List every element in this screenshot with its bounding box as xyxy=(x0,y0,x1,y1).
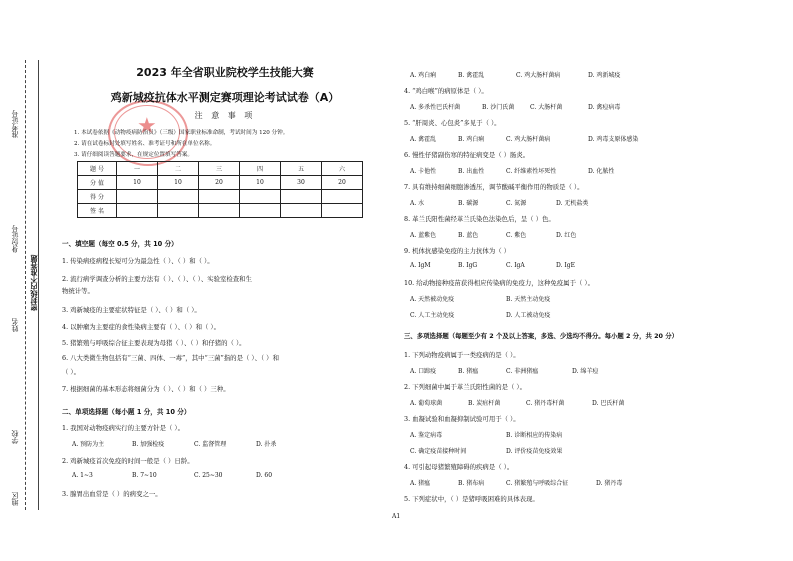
option[interactable]: B. 沙门氏菌 xyxy=(482,104,515,111)
option[interactable]: A. 猪瘟 xyxy=(410,480,431,487)
option[interactable]: C. 确定疫苗接种时间 xyxy=(410,448,467,455)
points-cell: 30 xyxy=(281,176,322,190)
single-question-5-options xyxy=(410,134,638,143)
score-header-cell: 五 xyxy=(281,162,322,176)
option[interactable]: A. 多杀性巴氏杆菌 xyxy=(410,104,461,111)
section-single-choice-heading: 二、单项选择题（每小题 1 分，共 10 分） xyxy=(62,408,191,416)
option[interactable]: A. 口蹄疫 xyxy=(410,368,437,375)
option[interactable]: D. IgE xyxy=(556,262,576,269)
single-question-9: 9. 机体抗感染免疫的主力抗体为（ ） xyxy=(404,247,511,255)
option[interactable]: D. 人工被动免疫 xyxy=(506,312,551,319)
sign-cell[interactable] xyxy=(199,204,240,218)
note-1: 1. 本试卷依据《动物疫病防治员》（三级）国家职业标准命制，考试时间为 120 分钟。 xyxy=(74,130,289,136)
option[interactable]: A. 天然被动免疫 xyxy=(410,296,455,303)
region-label: 地区 xyxy=(11,492,19,506)
fill-question-6: 6. 八大类微生物包括有“三菌、四体、一毒”，其中“三菌”指的是（ ）、（ ）和 xyxy=(62,354,279,362)
single-question-1: 1. 我国对动物疫病实行的主要方针是（ ）。 xyxy=(62,424,184,432)
points-cell: 10 xyxy=(117,176,158,190)
option[interactable]: D. 禽痘病毒 xyxy=(588,104,621,111)
option[interactable]: A. 预防为主 xyxy=(72,441,105,448)
single-question-6-options xyxy=(410,166,614,175)
points-cell: 10 xyxy=(158,176,199,190)
option[interactable]: D. 巴氏杆菌 xyxy=(592,400,625,407)
multi-question-1: 1. 下列动物疫病属于一类疫病的是（ ）。 xyxy=(404,351,520,359)
seal-notice: 密封线内不准答题 xyxy=(30,255,38,311)
section-multi-choice-heading: 三、多项选择题（每题至少有 2 个及以上答案，多选、少选均不得分。每小题 2 分，共 20 分） xyxy=(404,332,678,340)
option[interactable]: A. 鉴定病毒 xyxy=(410,432,443,439)
option[interactable]: A. 卡他性 xyxy=(410,168,437,175)
official-seal-stamp: ★ xyxy=(108,100,188,166)
multi-question-4-options xyxy=(410,478,622,487)
fill-question-5: 5. 猪繁殖与呼吸综合征主要表现为母猪（ ）、（ ）和仔猪的（ ）。 xyxy=(62,339,246,347)
score-cell[interactable] xyxy=(117,190,158,204)
option[interactable]: B. 鸡白痢 xyxy=(458,136,485,143)
option[interactable]: A. 1~3 xyxy=(72,472,93,479)
note-2: 2. 请在试卷标封处填写姓名、准考证号和所在单位名称。 xyxy=(74,141,216,147)
single-question-3: 3. 腺胃出血常是（ ）的病变之一。 xyxy=(62,490,162,498)
ticket-number-label: 准考证号 xyxy=(11,110,19,138)
single-question-8: 8. 革兰氏阳性菌经革兰氏染色法染色后，呈（ ）色。 xyxy=(404,215,555,223)
option[interactable]: D. 60 xyxy=(256,472,273,479)
name-label: 姓名 xyxy=(11,318,19,332)
exam-subtitle: 鸡新城疫抗体水平测定赛项理论考试试卷（A） xyxy=(110,91,340,104)
option[interactable]: B. 出血性 xyxy=(458,168,485,175)
exam-title: 2023 年全省职业院校学生技能大赛 xyxy=(136,66,314,79)
option[interactable]: B. 7~10 xyxy=(132,472,157,479)
single-question-2: 2. 鸡新城疫首次免疫的时间一般是（ ）日龄。 xyxy=(62,457,194,465)
score-cell[interactable] xyxy=(322,190,363,204)
option[interactable]: C. 25~30 xyxy=(194,472,223,479)
multi-question-4: 4. 可引起母猪繁殖障碍的疾病是（ ）。 xyxy=(404,463,514,471)
option[interactable]: A. 蓝紫色 xyxy=(410,232,437,239)
score-header-cell: 一 xyxy=(117,162,158,176)
score-cell[interactable] xyxy=(158,190,199,204)
score-header-cell: 题 号 xyxy=(78,162,117,176)
option[interactable]: D. 鸡毒支原体感染 xyxy=(588,136,639,143)
option[interactable]: A. 禽霍乱 xyxy=(410,136,437,143)
option[interactable]: C. 纤维素性坏死性 xyxy=(506,168,557,175)
option[interactable]: D. 绵羊痘 xyxy=(572,368,599,375)
school-label: 学校 xyxy=(11,430,19,444)
option[interactable]: C. 紫色 xyxy=(506,232,527,239)
fill-question-1: 1. 传染病疫病程长短可分为最急性（ ）、（ ）和（ ）。 xyxy=(62,257,214,265)
id-number-label: 身份证号 xyxy=(11,225,19,253)
multi-question-2-options xyxy=(410,398,624,407)
multi-question-3: 3. 血凝试验和血凝抑制试验可用于（ ）。 xyxy=(404,415,520,423)
option[interactable]: D. 鸡新城疫 xyxy=(588,72,621,79)
seal-line-outer xyxy=(25,60,26,510)
points-cell: 10 xyxy=(240,176,281,190)
option[interactable]: B. 猪布病 xyxy=(458,480,485,487)
sign-cell[interactable] xyxy=(117,204,158,218)
option[interactable]: B. 猪瘟 xyxy=(458,368,479,375)
option[interactable]: C. 大肠杆菌 xyxy=(530,104,563,111)
score-header-cell: 六 xyxy=(322,162,363,176)
option[interactable]: B. 禽霍乱 xyxy=(458,72,485,79)
single-question-8-options xyxy=(410,230,576,239)
option[interactable]: D. 猪丹毒 xyxy=(596,480,623,487)
option[interactable]: A. 葡萄球菌 xyxy=(410,400,443,407)
score-cell[interactable] xyxy=(240,190,281,204)
sign-cell[interactable] xyxy=(281,204,322,218)
score-cell[interactable] xyxy=(199,190,240,204)
option[interactable]: B. 天然主动免疫 xyxy=(506,296,551,303)
sign-cell[interactable] xyxy=(158,204,199,218)
option[interactable]: C. 人工主动免疫 xyxy=(410,312,455,319)
fill-question-2: 2. 流行病学调查分析的主要方法有（ ）、（ ）、（ ）、实验室检查和生 xyxy=(62,275,252,283)
option[interactable]: B. 诊断相应的传染病 xyxy=(506,432,563,439)
option[interactable]: C. 鸡大肠杆菌病 xyxy=(516,72,561,79)
option[interactable]: A. 鸡白痢 xyxy=(410,72,437,79)
sign-label: 签 名 xyxy=(78,204,117,218)
single-question-1-options xyxy=(72,439,276,448)
fill-question-6-cont: （ ）。 xyxy=(62,368,81,376)
fill-question-3: 3. 鸡新城疫的主要症状特征是（ ）、（ ）和（ ）。 xyxy=(62,306,201,314)
score-header-cell: 三 xyxy=(199,162,240,176)
single-question-7-options xyxy=(410,198,588,207)
option[interactable]: A. IgM xyxy=(410,262,431,269)
score-cell[interactable] xyxy=(281,190,322,204)
single-question-10: 10. 给动物接种疫苗获得相应传染病的免疫力，这种免疫属于（ ）。 xyxy=(404,279,594,287)
option[interactable]: D. 无机盐类 xyxy=(556,200,589,207)
single-question-9-options xyxy=(410,262,575,269)
option[interactable]: D. 化脓性 xyxy=(588,168,615,175)
option[interactable]: C. 猪丹毒杆菌 xyxy=(526,400,565,407)
single-question-6: 6. 慢性仔猪副伤寒的特征病变是（ ）肠炎。 xyxy=(404,151,530,159)
score-table xyxy=(77,161,363,218)
multi-question-3-options-a xyxy=(410,430,562,439)
fill-question-7: 7. 根据细菌的基本形态将细菌分为（ ）、（ ）和（ ）三种。 xyxy=(62,385,230,393)
option[interactable]: B. 加强检疫 xyxy=(132,441,165,448)
score-label: 得 分 xyxy=(78,190,117,204)
single-question-2-options xyxy=(72,472,272,479)
single-question-4-options xyxy=(410,102,620,111)
fill-question-2-cont: 物统计等。 xyxy=(62,287,94,295)
score-header-cell: 四 xyxy=(240,162,281,176)
score-header-cell: 二 xyxy=(158,162,199,176)
option[interactable]: B. IgG xyxy=(458,262,478,269)
option[interactable]: C. 鸡大肠杆菌病 xyxy=(506,136,551,143)
multi-question-3-options-b xyxy=(410,446,562,455)
single-question-5: 5. “肝周炎、心包炎”多见于（ ）。 xyxy=(404,119,501,127)
note-3: 3. 请仔细阅读答题要求，在规定位置填写答案。 xyxy=(74,152,193,158)
fill-question-4: 4. 以肿瘤为主要症的食性染病主要有（ ）、（ ）和（ ）。 xyxy=(62,323,220,331)
multi-question-1-options xyxy=(410,366,598,375)
points-cell: 20 xyxy=(199,176,240,190)
single-question-7: 7. 具有维持细菌细胞渗透压，调节酸碱平衡作用的物质是（ ）。 xyxy=(404,183,584,191)
option[interactable]: C. 监督管理 xyxy=(194,441,227,448)
single-question-3-options xyxy=(410,70,620,79)
single-question-10-options-a xyxy=(410,294,550,303)
section-fill-in-heading: 一、填空题（每空 0.5 分，共 10 分） xyxy=(62,240,178,248)
page-number: A1 xyxy=(392,513,401,520)
single-question-4: 4. “鸡白喉”的病原体是（ ）。 xyxy=(404,87,488,95)
single-question-10-options-b xyxy=(410,310,550,319)
notice-heading: 注 意 事 项 xyxy=(194,111,256,120)
option[interactable]: B. 碳源 xyxy=(458,200,479,207)
points-cell: 20 xyxy=(322,176,363,190)
option[interactable]: D. 扑杀 xyxy=(256,441,277,448)
option[interactable]: B. 蓝色 xyxy=(458,232,479,239)
option[interactable]: D. 评价疫苗免疫效果 xyxy=(506,448,563,455)
option[interactable]: C. 猪繁殖与呼吸综合征 xyxy=(506,480,569,487)
option[interactable]: D. 红色 xyxy=(556,232,577,239)
sign-cell[interactable] xyxy=(322,204,363,218)
points-label: 分 值 xyxy=(78,176,117,190)
option[interactable]: A. 水 xyxy=(410,200,425,207)
multi-question-5: 5. 下列症状中，（ ）是猪呼吸困难的具体表现。 xyxy=(404,495,539,503)
option[interactable]: C. IgA xyxy=(506,262,525,269)
option[interactable]: C. 氮源 xyxy=(506,200,527,207)
multi-question-2: 2. 下列细菌中属于革兰氏阳性菌的是（ ）。 xyxy=(404,383,526,391)
option[interactable]: C. 非洲猪瘟 xyxy=(506,368,539,375)
option[interactable]: B. 炭疽杆菌 xyxy=(468,400,501,407)
sign-cell[interactable] xyxy=(240,204,281,218)
